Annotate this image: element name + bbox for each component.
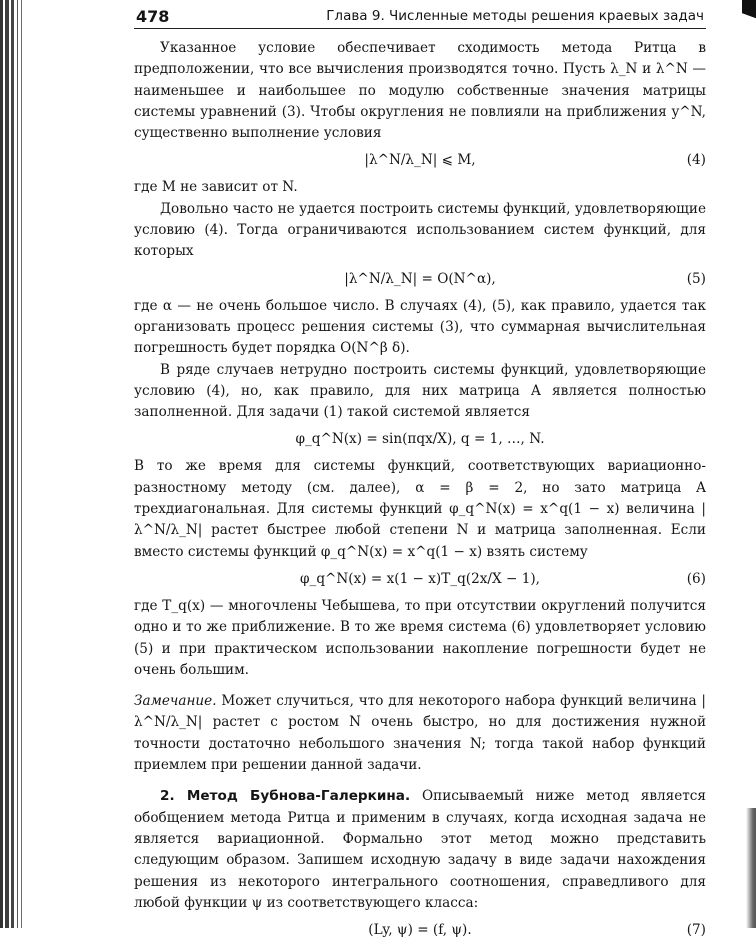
equation-text: (Ly, ψ) = (f, ψ). — [368, 922, 472, 939]
equation-5 — [134, 267, 706, 292]
paragraph: Довольно часто не удается построить системы функций, удовлетворяющие условию (4). Тогда ограничиваются использованием систем функций, для которых — [134, 200, 706, 260]
section-title: 2. Метод Бубнова-Галеркина. — [160, 788, 411, 805]
equation-number: (4) — [686, 152, 706, 169]
equation-basis — [134, 427, 706, 452]
equation-text: φ_q^N(x) = sin(πqx/X), q = 1, …, N. — [295, 431, 545, 448]
section-paragraph — [134, 786, 706, 914]
equation-text: φ_q^N(x) = x(1 − x)T_q(2x/X − 1), — [300, 570, 540, 587]
running-head: Глава 9. Численные методы решения краевых задач — [326, 8, 704, 24]
equation-6 — [134, 567, 706, 592]
equation-text: |λ^N/λ_N| = O(N^α), — [344, 270, 496, 287]
remark — [134, 691, 706, 776]
equation-4 — [134, 148, 706, 173]
paragraph: Указанное условие обеспечивает сходимость метода Ритца в предположении, что все вычисления производятся точно. Пусть λ_N и λ^N — наименьшее и наибольшее по модулю собственные значения матрицы системы уравнений (3). Чтобы округления не повлияли на приближения y^N, существенно выполнение условия — [134, 40, 706, 142]
section-text: Описываемый ниже метод является обобщением метода Ритца и применим в случаях, когда исходная задача не является вариационной. Формально этот метод можно представить следующим образом. Запишем исходную задачу в виде задачи нахождения решения из некоторого интегрального соотношения, справедливого для любой функции ψ из соответствующего класса: — [134, 788, 706, 911]
paragraph: где T_q(x) — многочлены Чебышева, то при отсутствии округлений получится одно и то же приближение. В то же время система (6) удовлетворяет условию (5) и при практическом использовании накопление погрешности будет не очень большим. — [134, 597, 706, 678]
page-edge-shadow — [746, 808, 756, 928]
equation-7 — [134, 918, 706, 943]
paragraph: В то же время для системы функций, соответствующих вариационно-разностному методу (см. далее), α = β = 2, но зато матрица A трехдиагональная. Для системы функций φ_q^N(x) = x^q(1 − x) величина |λ^N/λ_N| растет быстрее любой степени N и матрица заполненная. Если вместо системы функций φ_q^N(x) = x^q(1 − x) взять систему — [134, 458, 706, 560]
paragraph: где α — не очень большое число. В случаях (4), (5), как правило, удается так организовать процесс решения системы (3), что суммарная вычислительная погрешность будет порядка O(N^β δ). — [134, 297, 706, 357]
paragraph: где M не зависит от N. — [134, 179, 298, 196]
remark-label: Замечание. — [134, 693, 217, 710]
equation-number: (5) — [686, 270, 706, 287]
book-binding-shadow — [0, 0, 32, 928]
remark-text: Может случиться, что для некоторого набора функций величина |λ^N/λ_N| растет с ростом N очень быстро, но для достижения нужной точности достаточно небольшого значения N; тогда такой набор функций приемлем при решении данной задачи. — [134, 693, 706, 774]
equation-number: (7) — [686, 922, 706, 939]
page-body — [134, 38, 706, 947]
paragraph: В ряде случаев нетрудно построить системы функций, удовлетворяющие условию (4), но, как правило, для них матрица A является полностью заполненной. Для задачи (1) такой системой является — [134, 361, 706, 421]
page-number: 478 — [136, 7, 170, 26]
page-corner-shadow — [742, 0, 756, 40]
equation-number: (6) — [686, 570, 706, 587]
equation-text: |λ^N/λ_N| ⩽ M, — [364, 152, 476, 169]
page-header — [134, 4, 706, 29]
